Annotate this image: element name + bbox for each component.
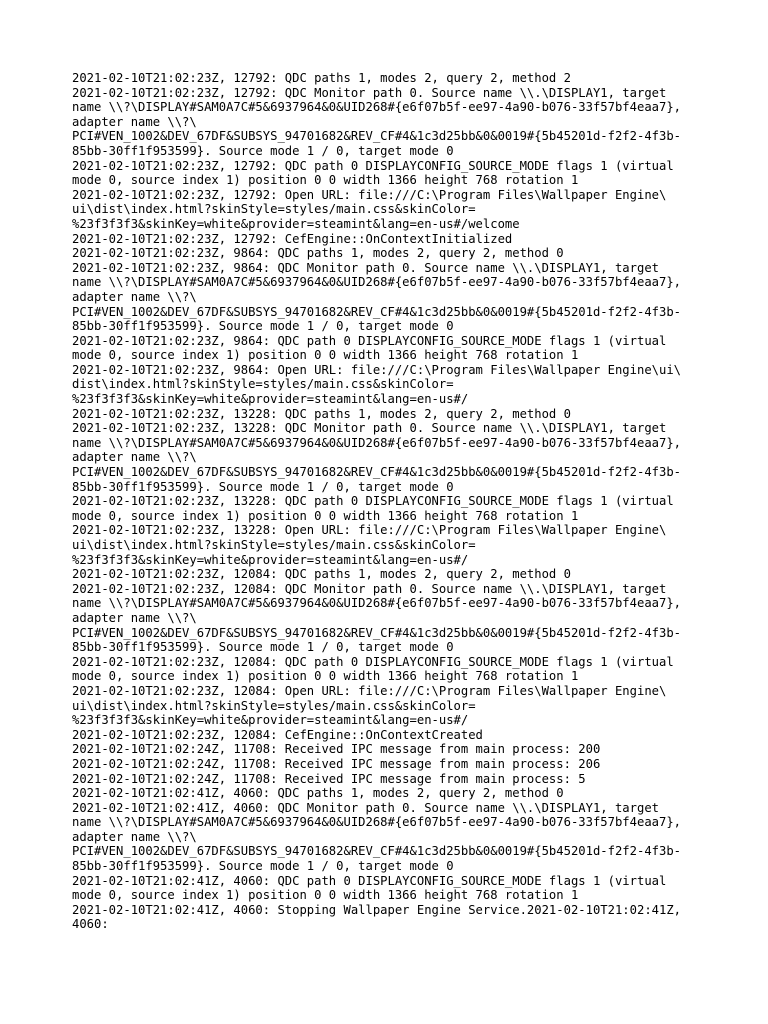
log-line: PCI#VEN_1002&DEV_67DF&SUBSYS_94701682&REV_CF#4&1c3d25bb&0&0019#{5b45201d-f2f2-4f3b- [72, 129, 682, 144]
log-line: name \\?\DISPLAY#SAM0A7C#5&6937964&0&UID268#{e6f07b5f-ee97-4a90-b076-33f57bf4eaa7}, [72, 275, 682, 290]
log-line: 2021-02-10T21:02:23Z, 9864: Open URL: file:///C:\Program Files\Wallpaper Engine\ui\ [72, 362, 682, 377]
log-line: 2021-02-10T21:02:41Z, 4060: QDC paths 1, modes 2, query 2, method 0 [72, 786, 564, 801]
log-line: 2021-02-10T21:02:23Z, 12084: QDC path 0 DISPLAYCONFIG_SOURCE_MODE flags 1 (virtual [72, 654, 674, 669]
log-line: 85bb-30ff1f953599}. Source mode 1 / 0, target mode 0 [72, 640, 454, 655]
log-line: mode 0, source index 1) position 0 0 width 1366 height 768 rotation 1 [72, 669, 579, 684]
log-line: 4060: [72, 917, 109, 932]
log-line: 2021-02-10T21:02:23Z, 13228: QDC Monitor path 0. Source name \\.\DISPLAY1, target [72, 421, 667, 436]
log-line: adapter name \\?\ [72, 114, 197, 129]
log-line: 2021-02-10T21:02:23Z, 12084: Open URL: file:///C:\Program Files\Wallpaper Engine\ [72, 683, 667, 698]
log-line: adapter name \\?\ [72, 450, 197, 465]
log-line: 2021-02-10T21:02:23Z, 12792: QDC path 0 DISPLAYCONFIG_SOURCE_MODE flags 1 (virtual [72, 158, 674, 173]
log-line: 2021-02-10T21:02:24Z, 11708: Received IPC message from main process: 5 [72, 771, 586, 786]
log-line: dist\index.html?skinStyle=styles/main.css&skinColor= [72, 377, 454, 392]
log-line: 85bb-30ff1f953599}. Source mode 1 / 0, target mode 0 [72, 479, 454, 494]
log-line: ui\dist\index.html?skinStyle=styles/main.css&skinColor= [72, 538, 476, 552]
log-line: 2021-02-10T21:02:23Z, 9864: QDC paths 1, modes 2, query 2, method 0 [72, 246, 564, 261]
log-line: 2021-02-10T21:02:23Z, 12792: QDC Monitor path 0. Source name \\.\DISPLAY1, target [72, 85, 667, 100]
log-line: 2021-02-10T21:02:41Z, 4060: Stopping Wallpaper Engine Service.2021-02-10T21:02:41Z, [72, 902, 682, 917]
log-line: %23f3f3f3&skinKey=white&provider=steamint&lang=en-us#/ [72, 392, 469, 407]
log-line: name \\?\DISPLAY#SAM0A7C#5&6937964&0&UID268#{e6f07b5f-ee97-4a90-b076-33f57bf4eaa7}, [72, 596, 682, 611]
log-line: 2021-02-10T21:02:23Z, 12084: QDC paths 1, modes 2, query 2, method 0 [72, 567, 571, 582]
log-line: 2021-02-10T21:02:41Z, 4060: QDC path 0 DISPLAYCONFIG_SOURCE_MODE flags 1 (virtual [72, 873, 667, 888]
log-line: mode 0, source index 1) position 0 0 width 1366 height 768 rotation 1 [72, 348, 579, 363]
log-line: %23f3f3f3&skinKey=white&provider=steamint&lang=en-us#/ [72, 552, 469, 567]
log-line: 2021-02-10T21:02:24Z, 11708: Received IPC message from main process: 200 [72, 742, 601, 757]
log-line: 2021-02-10T21:02:23Z, 13228: QDC paths 1, modes 2, query 2, method 0 [72, 406, 571, 421]
log-line: name \\?\DISPLAY#SAM0A7C#5&6937964&0&UID268#{e6f07b5f-ee97-4a90-b076-33f57bf4eaa7}, [72, 100, 682, 115]
log-line: adapter name \\?\ [72, 610, 197, 625]
log-line: 2021-02-10T21:02:23Z, 9864: QDC Monitor path 0. Source name \\.\DISPLAY1, target [72, 260, 659, 275]
log-line: 2021-02-10T21:02:23Z, 13228: Open URL: file:///C:\Program Files\Wallpaper Engine\ [72, 523, 667, 538]
log-line: 2021-02-10T21:02:24Z, 11708: Received IPC message from main process: 206 [72, 756, 601, 771]
log-line: name \\?\DISPLAY#SAM0A7C#5&6937964&0&UID268#{e6f07b5f-ee97-4a90-b076-33f57bf4eaa7}, [72, 815, 682, 830]
document-page [72, 71, 712, 932]
log-line: 85bb-30ff1f953599}. Source mode 1 / 0, target mode 0 [72, 143, 454, 158]
log-line: ui\dist\index.html?skinStyle=styles/main.css&skinColor= [72, 202, 476, 217]
log-line: PCI#VEN_1002&DEV_67DF&SUBSYS_94701682&REV_CF#4&1c3d25bb&0&0019#{5b45201d-f2f2-4f3b- [72, 844, 682, 859]
log-line: 2021-02-10T21:02:23Z, 9864: QDC path 0 DISPLAYCONFIG_SOURCE_MODE flags 1 (virtual [72, 333, 667, 348]
log-line: name \\?\DISPLAY#SAM0A7C#5&6937964&0&UID268#{e6f07b5f-ee97-4a90-b076-33f57bf4eaa7}, [72, 435, 682, 450]
log-line: 2021-02-10T21:02:23Z, 13228: QDC path 0 DISPLAYCONFIG_SOURCE_MODE flags 1 (virtual [72, 494, 674, 509]
log-line: %23f3f3f3&skinKey=white&provider=steamint&lang=en-us#/welcome [72, 216, 520, 231]
log-line: mode 0, source index 1) position 0 0 width 1366 height 768 rotation 1 [72, 173, 579, 188]
log-line: adapter name \\?\ [72, 289, 197, 304]
log-line: %23f3f3f3&skinKey=white&provider=steamint&lang=en-us#/ [72, 713, 469, 728]
log-line: 2021-02-10T21:02:23Z, 12792: CefEngine::OnContextInitialized [72, 231, 513, 246]
log-line: 2021-02-10T21:02:23Z, 12084: CefEngine::OnContextCreated [72, 727, 483, 742]
log-line: 2021-02-10T21:02:23Z, 12792: QDC paths 1, modes 2, query 2, method 2 [72, 71, 571, 85]
log-line: 2021-02-10T21:02:41Z, 4060: QDC Monitor path 0. Source name \\.\DISPLAY1, target [72, 800, 659, 815]
log-line: mode 0, source index 1) position 0 0 width 1366 height 768 rotation 1 [72, 888, 579, 903]
log-line: adapter name \\?\ [72, 829, 197, 844]
log-line: 2021-02-10T21:02:23Z, 12792: Open URL: file:///C:\Program Files\Wallpaper Engine\ [72, 187, 667, 202]
log-text [72, 71, 712, 932]
log-line: PCI#VEN_1002&DEV_67DF&SUBSYS_94701682&REV_CF#4&1c3d25bb&0&0019#{5b45201d-f2f2-4f3b- [72, 625, 682, 640]
log-line: ui\dist\index.html?skinStyle=styles/main.css&skinColor= [72, 698, 476, 713]
log-line: 2021-02-10T21:02:23Z, 12084: QDC Monitor path 0. Source name \\.\DISPLAY1, target [72, 581, 667, 596]
log-line: PCI#VEN_1002&DEV_67DF&SUBSYS_94701682&REV_CF#4&1c3d25bb&0&0019#{5b45201d-f2f2-4f3b- [72, 304, 682, 319]
log-line: mode 0, source index 1) position 0 0 width 1366 height 768 rotation 1 [72, 508, 579, 523]
log-line: PCI#VEN_1002&DEV_67DF&SUBSYS_94701682&REV_CF#4&1c3d25bb&0&0019#{5b45201d-f2f2-4f3b- [72, 465, 682, 480]
log-line: 85bb-30ff1f953599}. Source mode 1 / 0, target mode 0 [72, 319, 454, 334]
log-line: 85bb-30ff1f953599}. Source mode 1 / 0, target mode 0 [72, 859, 454, 874]
